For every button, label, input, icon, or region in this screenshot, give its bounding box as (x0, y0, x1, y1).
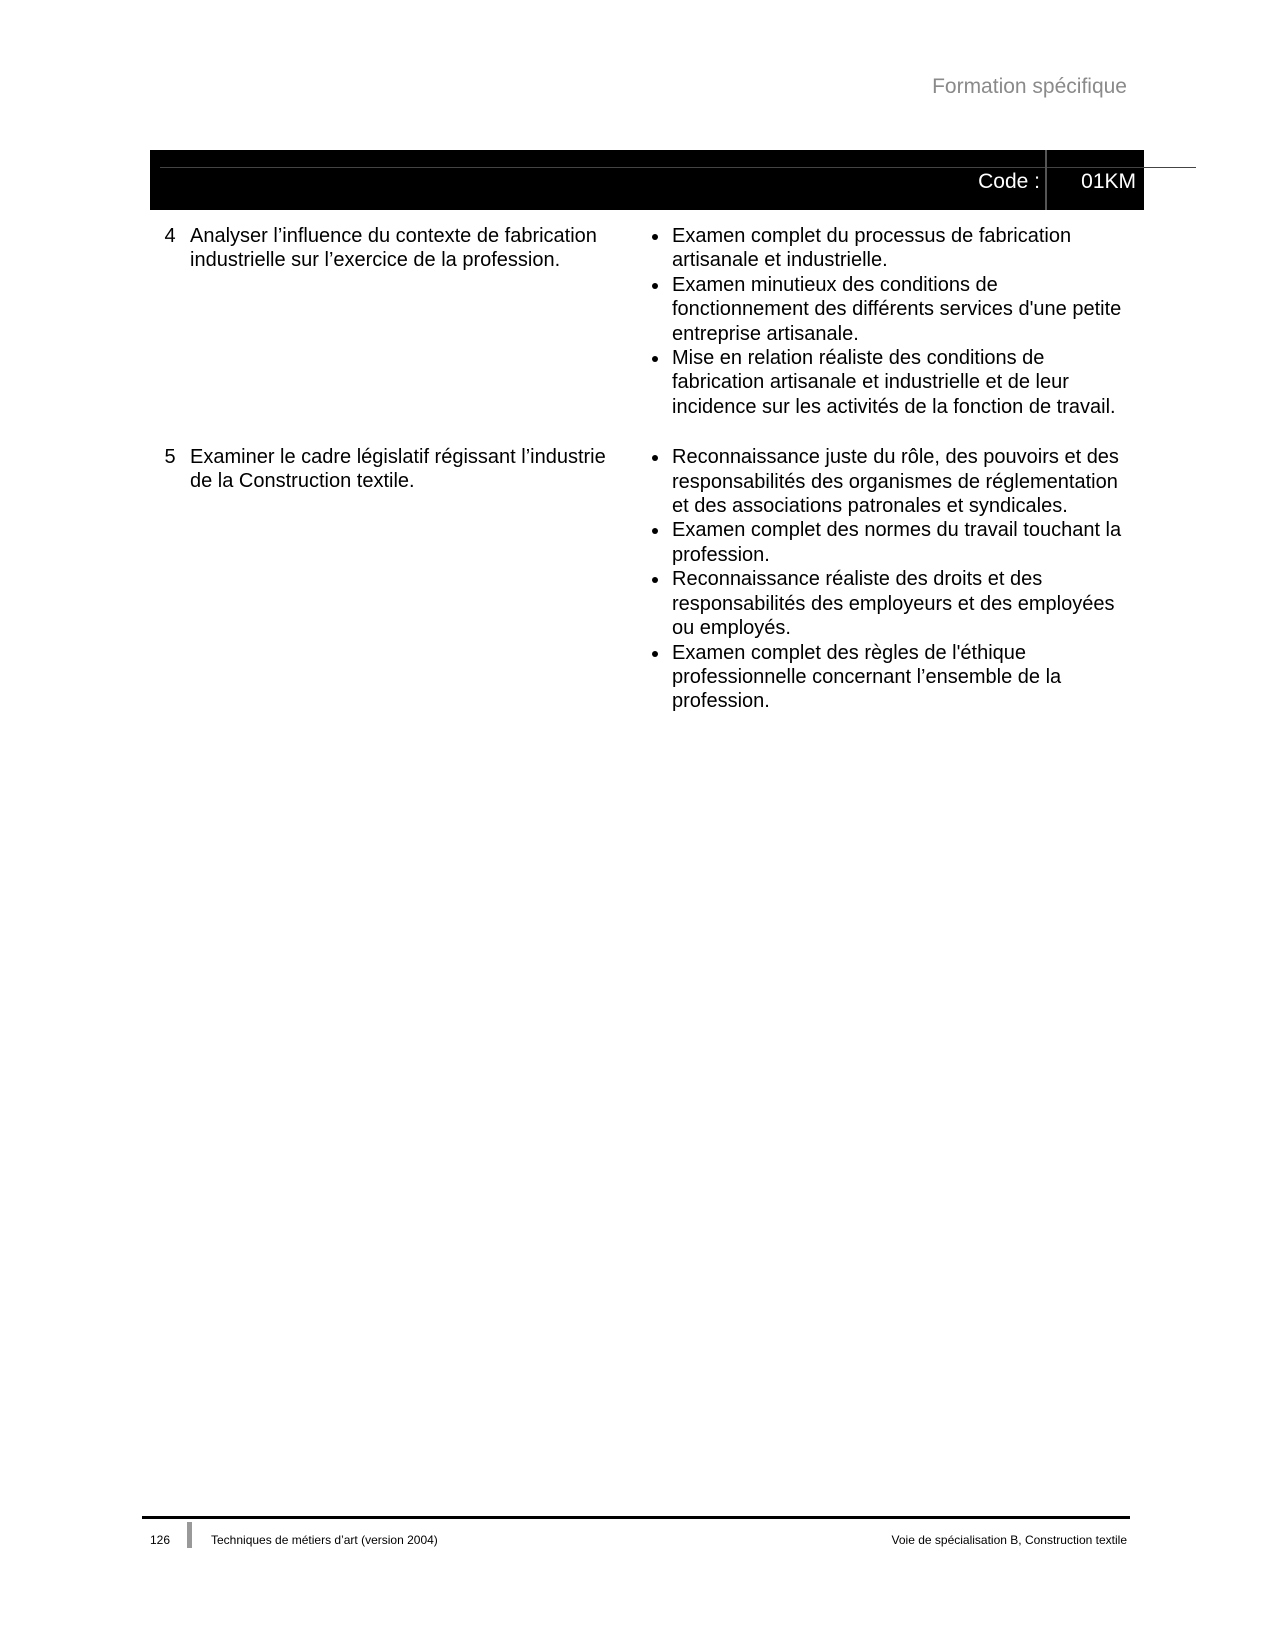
code-bar-rule (160, 167, 1196, 168)
objective-cell (150, 445, 640, 713)
element-number: 4 (164, 225, 176, 247)
table-row (150, 445, 1144, 713)
element-number: 5 (164, 446, 176, 469)
criteria-list (646, 445, 1134, 713)
criteria-cell (640, 224, 1134, 419)
list-item: Examen minutieux des conditions de fonctionnement des différents services d'une petite entreprise artisanale. (646, 273, 1134, 346)
criteria-cell (640, 445, 1134, 713)
page-number: 126 (150, 1533, 171, 1547)
footer-document-title: Techniques de métiers d’art (version 2004) (211, 1533, 438, 1547)
footer-divider (187, 1522, 192, 1548)
footer-section-title: Voie de spécialisation B, Construction textile (891, 1533, 1127, 1547)
list-item: Examen complet des règles de l'éthique professionnelle concernant l’ensemble de la profession. (646, 641, 1134, 714)
code-separator (1045, 150, 1047, 210)
criteria-list (646, 224, 1134, 419)
table-row (150, 224, 1144, 419)
list-item: Reconnaissance réaliste des droits et des responsabilités des employeurs et des employées ou employés. (646, 567, 1134, 640)
element-objective: Examiner le cadre législatif régissant l’industrie de la Construction textile. (190, 446, 606, 493)
list-item: Examen complet des normes du travail touchant la profession. (646, 518, 1134, 567)
code-value: 01KM (1081, 170, 1136, 193)
code-label: Code : (978, 170, 1040, 193)
list-item: Reconnaissance juste du rôle, des pouvoirs et des responsabilités des organismes de réglementation et des associations patronales et syndicales. (646, 445, 1134, 518)
list-item: Mise en relation réaliste des conditions de fabrication artisanale et industrielle et de leur incidence sur les activités de la fonction de travail. (646, 346, 1134, 419)
list-item: Examen complet du processus de fabrication artisanale et industrielle. (646, 224, 1134, 273)
footer-rule (142, 1516, 1130, 1519)
objective-cell (150, 224, 640, 419)
element-objective: Analyser l’influence du contexte de fabrication industrielle sur l’exercice de la profession. (190, 225, 597, 271)
section-header: Formation spécifique (932, 75, 1127, 98)
code-bar (150, 150, 1144, 210)
competency-table (150, 224, 1144, 740)
